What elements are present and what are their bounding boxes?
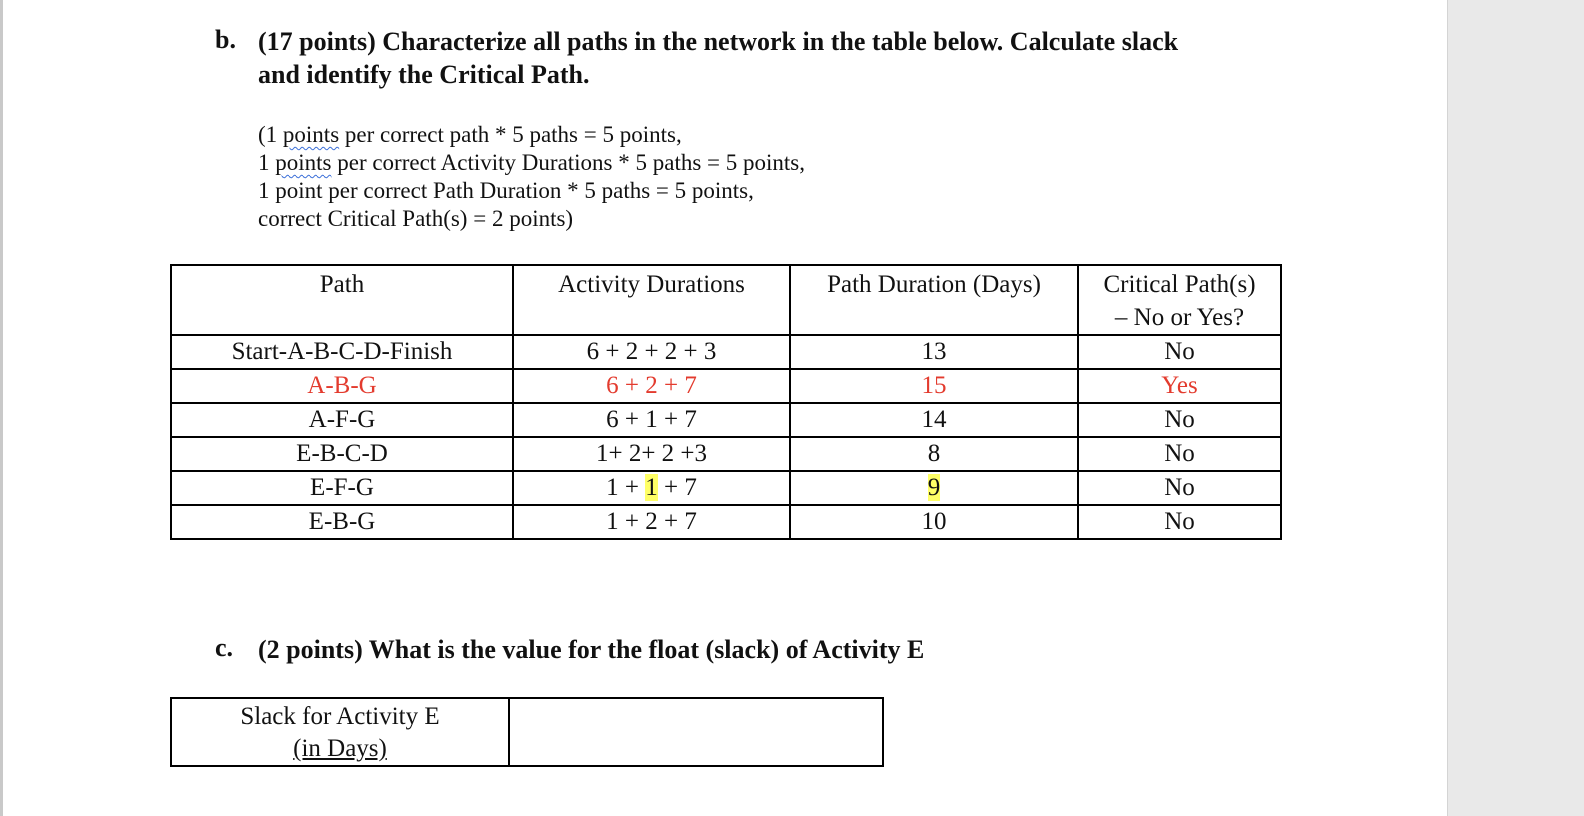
page-left-edge	[0, 0, 3, 816]
cell-total[interactable]: 15	[790, 369, 1078, 403]
cell-path[interactable]: A-F-G	[171, 403, 513, 437]
spellcheck-word[interactable]: points	[275, 150, 332, 175]
slack-table	[170, 697, 884, 767]
cell-durations[interactable]: 6 + 1 + 7	[513, 403, 790, 437]
cell-path[interactable]: E-B-C-D	[171, 437, 513, 471]
rubric-line-4: correct Critical Path(s) = 2 points)	[258, 206, 574, 231]
cell-durations[interactable]: 6 + 2 + 2 + 3	[513, 335, 790, 369]
cell-total[interactable]: 10	[790, 505, 1078, 539]
document-gutter	[1447, 0, 1584, 816]
header-critical-line-1: Critical Path(s)	[1103, 271, 1256, 298]
table-row	[171, 335, 1281, 369]
header-critical-line-2: – No or Yes?	[1114, 304, 1245, 331]
cell-total[interactable]: 8	[790, 437, 1078, 471]
cell-path[interactable]: E-B-G	[171, 505, 513, 539]
duration-part: + 7	[657, 474, 697, 501]
cell-path[interactable]: A-B-G	[171, 369, 513, 403]
table-row	[171, 505, 1281, 539]
rubric-text: per correct path * 5 paths = 5 points,	[339, 122, 682, 147]
highlighted-total: 9	[927, 474, 941, 501]
table-row	[171, 471, 1281, 505]
cell-durations[interactable]	[513, 471, 790, 505]
cell-critical[interactable]: No	[1078, 437, 1281, 471]
header-path[interactable]: Path	[171, 265, 513, 335]
slack-answer-cell[interactable]	[509, 698, 883, 766]
rubric-line-3: 1 point per correct Path Duration * 5 paths = 5 points,	[258, 178, 754, 203]
grading-rubric	[258, 121, 805, 233]
part-c-marker: c.	[215, 633, 234, 662]
cell-critical[interactable]: Yes	[1078, 369, 1281, 403]
cell-path[interactable]: E-F-G	[171, 471, 513, 505]
cell-critical[interactable]: No	[1078, 471, 1281, 505]
part-c-question: (2 points) What is the value for the float (slack) of Activity E	[258, 635, 925, 664]
header-activity-durations[interactable]: Activity Durations	[513, 265, 790, 335]
spellcheck-word[interactable]: points	[282, 122, 340, 147]
cell-critical[interactable]: No	[1078, 505, 1281, 539]
cell-durations[interactable]: 1+ 2+ 2 +3	[513, 437, 790, 471]
part-b-line-1: (17 points) Characterize all paths in the network in the table below. Calculate slack	[258, 27, 1179, 56]
cell-path[interactable]: Start-A-B-C-D-Finish	[171, 335, 513, 369]
rubric-text: per correct Activity Durations * 5 paths = 5 points,	[331, 150, 806, 175]
duration-part: 1 +	[606, 474, 646, 501]
rubric-text: 1	[258, 150, 276, 175]
cell-total[interactable]	[790, 471, 1078, 505]
cell-critical[interactable]: No	[1078, 403, 1281, 437]
rubric-line-1	[258, 121, 805, 149]
table-row-critical	[171, 369, 1281, 403]
cell-durations[interactable]: 6 + 2 + 7	[513, 369, 790, 403]
slack-label-line-2: (in Days)	[293, 735, 387, 762]
paths-table	[170, 264, 1282, 540]
part-b-question	[258, 25, 1178, 91]
cell-total[interactable]: 13	[790, 335, 1078, 369]
rubric-line-2	[258, 149, 805, 177]
slack-row	[171, 698, 883, 766]
cell-durations[interactable]: 1 + 2 + 7	[513, 505, 790, 539]
part-b-marker: b.	[215, 25, 236, 54]
header-path-duration[interactable]: Path Duration (Days)	[790, 265, 1078, 335]
slack-label-line-1: Slack for Activity E	[240, 703, 440, 730]
cell-critical[interactable]: No	[1078, 335, 1281, 369]
table-row	[171, 403, 1281, 437]
table-header-row	[171, 265, 1281, 335]
rubric-text: (1	[258, 122, 283, 147]
slack-label-cell[interactable]	[171, 698, 509, 766]
part-b-line-2: and identify the Critical Path.	[258, 60, 590, 89]
table-row	[171, 437, 1281, 471]
header-critical-path[interactable]	[1078, 265, 1281, 335]
cell-total[interactable]: 14	[790, 403, 1078, 437]
highlighted-duration: 1	[645, 474, 658, 501]
